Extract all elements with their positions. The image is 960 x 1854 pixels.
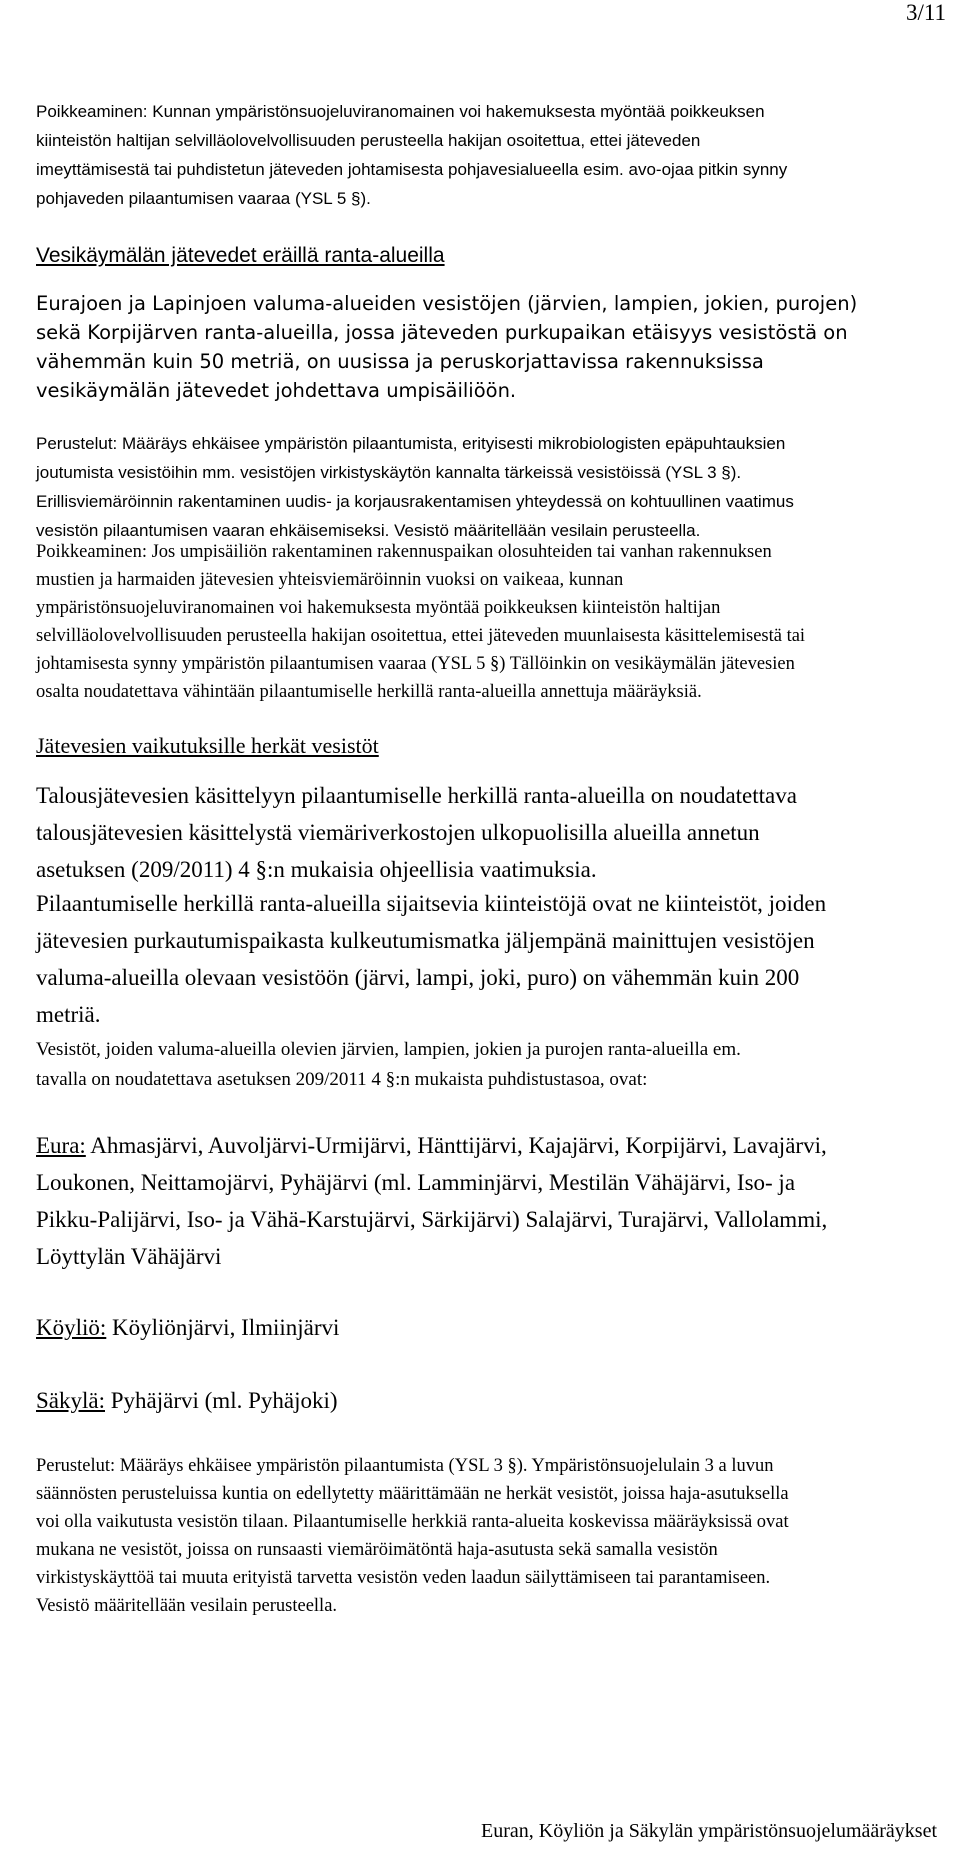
text-line: Vesistöt, joiden valuma-alueilla olevien järvien, lampien, jokien ja purojen ranta-alueilla em.	[36, 1039, 741, 1060]
koylio-waters-list	[36, 1309, 339, 1346]
exemption-paragraph-2	[36, 538, 805, 706]
text-line: jätevesien purkautumispaikasta kulkeutumismatka jäljempänä mainittujen vesistöjen	[36, 928, 815, 953]
text-line: pohjaveden pilaantumisen vaaraa (YSL 5 §).	[36, 189, 371, 208]
text-line: ympäristönsuojeluviranomainen voi hakemuksesta myöntää poikkeuksen kiinteistön haltijan	[36, 598, 721, 618]
text-line: Loukonen, Neittamojärvi, Pyhäjärvi (ml. Lamminjärvi, Mestilän Vähäjärvi, Iso- ja	[36, 1170, 796, 1195]
text-line: metriä.	[36, 1002, 101, 1027]
text-line: Erillisviemäröinnin rakentaminen uudis- ja korjausrakentamisen yhteydessä on kohtuullinen vaatimus	[36, 492, 794, 511]
section-heading-sensitive-waters: Jätevesien vaikutuksille herkät vesistöt	[36, 733, 379, 758]
text-line: kiinteistön haltijan selvilläolovelvollisuuden perusteella hakijan osoitettua, ettei jäteveden	[36, 131, 701, 150]
regulation-paragraph-2	[36, 777, 797, 888]
text-line	[36, 1127, 827, 1164]
text-line: virkistyskäyttöä tai muuta erityistä tarvetta vesistön veden laadun säilyttämiseen tai parantamiseen.	[36, 1568, 771, 1588]
text-line: Pikku-Palijärvi, Iso- ja Vähä-Karstujärvi, Särkijärvi) Salajärvi, Turajärvi, Vallolammi,	[36, 1207, 828, 1232]
justification-paragraph-1	[36, 429, 794, 545]
waters-intro-paragraph	[36, 1035, 741, 1095]
text-line: johtamisesta synny ympäristön pilaantumisen vaaraa (YSL 5 §) Tällöinkin on vesikäymälän jätevesien	[36, 654, 795, 674]
justification-paragraph-2	[36, 1452, 789, 1620]
text-line: Perustelut: Määräys ehkäisee ympäristön pilaantumista (YSL 3 §). Ympäristönsuojelulain 3 a luvun	[36, 1456, 774, 1476]
exemption-paragraph-1	[36, 97, 787, 213]
sakyla-label: Säkylä:	[36, 1388, 105, 1413]
text-line: Poikkeaminen: Jos umpisäiliön rakentaminen rakennuspaikan olosuhteiden tai vanhan rakennuksen	[36, 542, 772, 562]
text-line: säännösten perusteluissa kuntia on edellytetty määrittämään ne herkät vesistöt, joissa haja-asutuksella	[36, 1484, 789, 1504]
text-line: asetuksen (209/2011) 4 §:n mukaisia ohjeellisia vaatimuksia.	[36, 857, 597, 882]
eura-waters-list	[36, 1127, 827, 1275]
text-line: vesistön pilaantumisen vaaran ehkäisemiseksi. Vesistö määritellään vesilain perusteella.	[36, 521, 701, 540]
page-number: 3/11	[905, 0, 946, 25]
sakyla-waters: Pyhäjärvi (ml. Pyhäjoki)	[105, 1388, 338, 1413]
text-line: mukana ne vesistöt, joissa on runsaasti viemäröimätöntä haja-asutusta sekä samalla vesistön	[36, 1540, 718, 1560]
text-line: joutumista vesistöihin mm. vesistöjen virkistyskäytön kannalta tärkeissä vesistöissä (YSL 3 §).	[36, 463, 742, 482]
text-line: Poikkeaminen: Kunnan ympäristönsuojeluviranomainen voi hakemuksesta myöntää poikkeuksen	[36, 102, 765, 121]
text-line: Talousjätevesien käsittelyyn pilaantumiselle herkillä ranta-alueilla on noudatettava	[36, 783, 797, 808]
text-line: valuma-alueilla olevaan vesistöön (järvi, lampi, joki, puro) on vähemmän kuin 200	[36, 965, 800, 990]
text-line: Eurajoen ja Lapinjoen valuma-alueiden vesistöjen (järvien, lampien, jokien, purojen)	[36, 292, 858, 315]
text-line: osalta noudatettava vähintään pilaantumiselle herkillä ranta-alueilla annettuja määräyksiä.	[36, 682, 702, 702]
text-line: Perustelut: Määräys ehkäisee ympäristön pilaantumista, erityisesti mikrobiologisten epäpuhtauksien	[36, 434, 786, 453]
section-heading-toilet-wastewater: Vesikäymälän jätevedet eräillä ranta-alueilla	[36, 244, 445, 267]
koylio-waters: Köyliönjärvi, Ilmiinjärvi	[106, 1315, 340, 1340]
eura-first-line: Ahmasjärvi, Auvoljärvi-Urmijärvi, Hänttijärvi, Kajajärvi, Korpijärvi, Lavajärvi,	[85, 1133, 827, 1158]
sakyla-waters-list	[36, 1382, 338, 1419]
text-line: Löyttylän Vähäjärvi	[36, 1244, 222, 1269]
text-line: sekä Korpijärven ranta-alueilla, jossa jäteveden purkupaikan etäisyys vesistöstä on	[36, 321, 848, 344]
text-line: Vesistö määritellään vesilain perusteella.	[36, 1596, 338, 1616]
text-line: talousjätevesien käsittelystä viemäriverkostojen ulkopuolisilla alueilla annetun	[36, 820, 760, 845]
text-line: Pilaantumiselle herkillä ranta-alueilla sijaitsevia kiinteistöjä ovat ne kiinteistöt, joiden	[36, 891, 827, 916]
koylio-label: Köyliö:	[36, 1315, 107, 1340]
text-line: vesikäymälän jätevedet johdettava umpisäiliöön.	[36, 379, 517, 402]
text-line: selvilläolovelvollisuuden perusteella hakijan osoitettua, ettei jäteveden muunlaisesta käsittelemisestä tai	[36, 626, 806, 646]
text-line: tavalla on noudatettava asetuksen 209/2011 4 §:n mukaista puhdistustasoa, ovat:	[36, 1069, 648, 1090]
regulation-paragraph-3	[36, 885, 826, 1033]
text-line: voi olla vaikutusta vesistön tilaan. Pilaantumiselle herkkiä ranta-alueita koskevissa määräyksissä ovat	[36, 1512, 789, 1532]
text-line: mustien ja harmaiden jätevesien yhteisviemäröinnin vuoksi on vaikeaa, kunnan	[36, 570, 624, 590]
regulation-paragraph-1	[36, 289, 857, 405]
page-footer: Euran, Köyliön ja Säkylän ympäristönsuojelumääräykset	[481, 1820, 938, 1842]
eura-label: Eura:	[36, 1133, 86, 1158]
text-line: imeyttämisestä tai puhdistetun jäteveden johtamisesta pohjavesialueella esim. avo-ojaa pitkin synny	[36, 160, 788, 179]
text-line: vähemmän kuin 50 metriä, on uusissa ja peruskorjattavissa rakennuksissa	[36, 350, 764, 373]
